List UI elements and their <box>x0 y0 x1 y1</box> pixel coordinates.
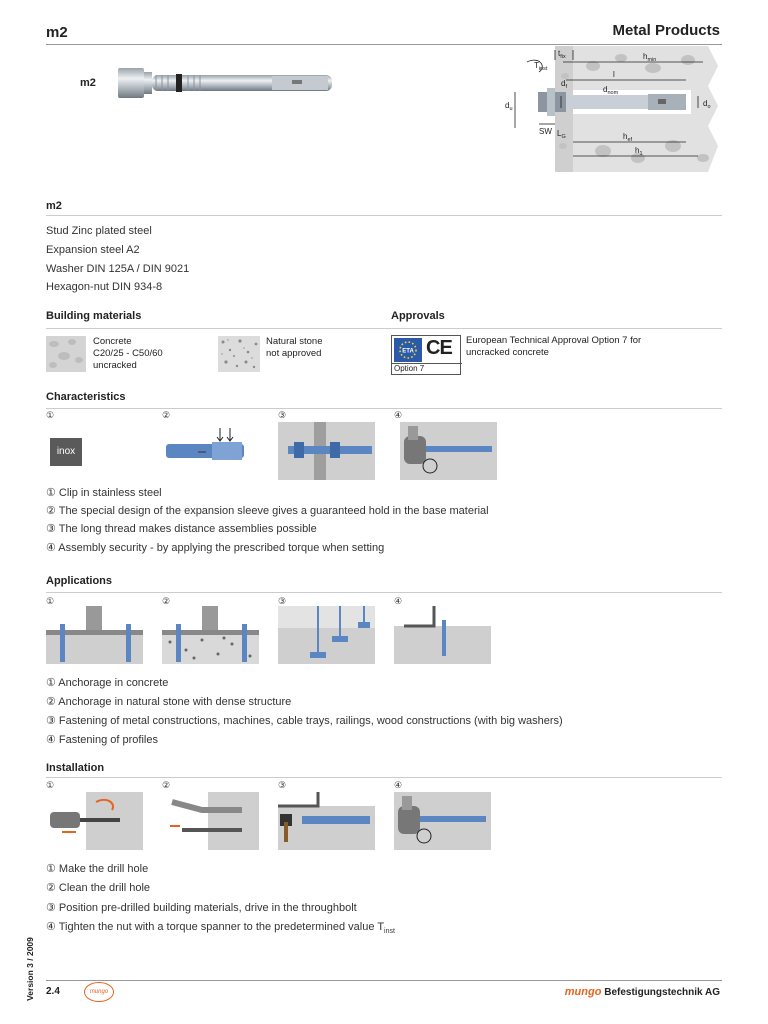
footer-rule <box>46 980 722 981</box>
torque-label: $T_{inst}$ <box>534 61 548 72</box>
characteristics-title: Characteristics <box>46 391 126 403</box>
spec-title: m2 <box>46 200 62 212</box>
char-num-2: ② <box>162 410 171 420</box>
t-fix-label: $t_{fix}$ <box>558 49 566 60</box>
char-item-3: ③ The long thread makes distance assemblies possible <box>46 523 317 535</box>
header-product: m2 <box>46 24 68 41</box>
char-illustration-3 <box>278 422 375 480</box>
approval-text: European Technical Approval Option 7 for uncracked concrete <box>466 335 642 358</box>
d-u-label: $d_u$ <box>505 101 513 112</box>
applications-title: Applications <box>46 575 113 587</box>
spec-rule <box>46 215 722 216</box>
spec-line-4: Hexagon-nut DIN 934-8 <box>46 281 163 293</box>
company-brand: mungo Befestigungstechnik AG <box>564 986 720 998</box>
app-num-1: ① <box>46 596 55 606</box>
sw-label: SW <box>539 127 552 136</box>
char-num-3: ③ <box>278 410 287 420</box>
l-label: l <box>613 70 615 79</box>
mungo-logo: mungo <box>84 982 114 1002</box>
char-item-1: ① Clip in stainless steel <box>46 487 162 499</box>
approval-badge <box>391 335 461 375</box>
approvals-title: Approvals <box>391 310 445 322</box>
inst-item-1: ① Make the drill hole <box>46 863 149 875</box>
inst-num-3: ③ <box>278 780 287 790</box>
concrete-swatch <box>46 336 86 372</box>
version-label-wrap <box>10 937 50 1001</box>
char-illustration-2 <box>162 422 259 480</box>
inst-item-4: ④ Tighten the nut with a torque spanner to the predetermined value $T_{inst}$ <box>46 921 395 936</box>
natural-stone-text: Natural stone not approved <box>266 336 323 359</box>
product-label: m2 <box>80 77 96 89</box>
d-nom-label: $d_{nom}$ <box>603 85 619 96</box>
app-item-3: ③ Fastening of metal constructions, machines, cable trays, railings, wood constructions (with big washers) <box>46 715 563 727</box>
inst-illustration-3 <box>278 792 375 850</box>
header-rule <box>46 44 722 45</box>
installation-rule <box>46 777 722 778</box>
char-num-4: ④ <box>394 410 403 420</box>
app-illustration-2 <box>162 606 259 664</box>
char-item-2: ② The special design of the expansion sleeve gives a guaranteed hold in the base material <box>46 505 489 517</box>
h-ef-label: $h_{ef}$ <box>623 132 633 143</box>
h-1-label: $h_1$ <box>635 146 643 157</box>
product-image <box>112 58 344 108</box>
eta-icon <box>394 338 422 362</box>
dimension-diagram <box>503 46 725 172</box>
spec-line-1: Stud Zinc plated steel <box>46 225 152 237</box>
inst-num-2: ② <box>162 780 171 790</box>
option-label: Option 7 <box>392 363 462 373</box>
spec-line-3: Washer DIN 125A / DIN 9021 <box>46 263 190 275</box>
lg-label: $L_G$ <box>557 129 566 140</box>
characteristics-rule <box>46 408 722 409</box>
materials-rule <box>46 328 722 329</box>
app-num-4: ④ <box>394 596 403 606</box>
d-f-label: $d_f$ <box>561 79 567 90</box>
app-illustration-3 <box>278 606 375 664</box>
char-illustration-4 <box>400 422 497 480</box>
spec-line-2: Expansion steel A2 <box>46 244 140 256</box>
h-min-label: $h_{min}$ <box>643 52 657 63</box>
d-o-label: $d_o$ <box>703 99 711 110</box>
char-item-4: ④ Assembly security - by applying the prescribed torque when setting <box>46 542 385 554</box>
inst-num-4: ④ <box>394 780 403 790</box>
inst-item-3: ③ Position pre-drilled building materials, drive in the throughbolt <box>46 902 357 914</box>
app-item-1: ① Anchorage in concrete <box>46 677 169 689</box>
inst-illustration-4 <box>394 792 491 850</box>
version-label: Version 3 / 2009 <box>25 937 35 1001</box>
ce-mark: CE <box>426 337 452 359</box>
page-number: 2.4 <box>46 986 60 997</box>
app-illustration-1 <box>46 606 143 664</box>
inst-illustration-1 <box>46 792 143 850</box>
concrete-text: Concrete C20/25 - C50/60 uncracked <box>93 336 163 371</box>
app-item-2: ② Anchorage in natural stone with dense structure <box>46 696 292 708</box>
applications-rule <box>46 592 722 593</box>
app-item-4: ④ Fastening of profiles <box>46 734 158 746</box>
svg-text:ETA: ETA <box>402 348 414 355</box>
header-section-title: Metal Products <box>612 22 720 39</box>
installation-title: Installation <box>46 762 105 774</box>
app-num-2: ② <box>162 596 171 606</box>
app-num-3: ③ <box>278 596 287 606</box>
natural-stone-swatch <box>218 336 260 372</box>
inst-item-2: ② Clean the drill hole <box>46 882 151 894</box>
app-illustration-4 <box>394 606 491 664</box>
building-materials-title: Building materials <box>46 310 142 322</box>
char-num-1: ① <box>46 410 55 420</box>
inox-badge: inox <box>50 438 82 466</box>
inst-num-1: ① <box>46 780 55 790</box>
inst-illustration-2 <box>162 792 259 850</box>
